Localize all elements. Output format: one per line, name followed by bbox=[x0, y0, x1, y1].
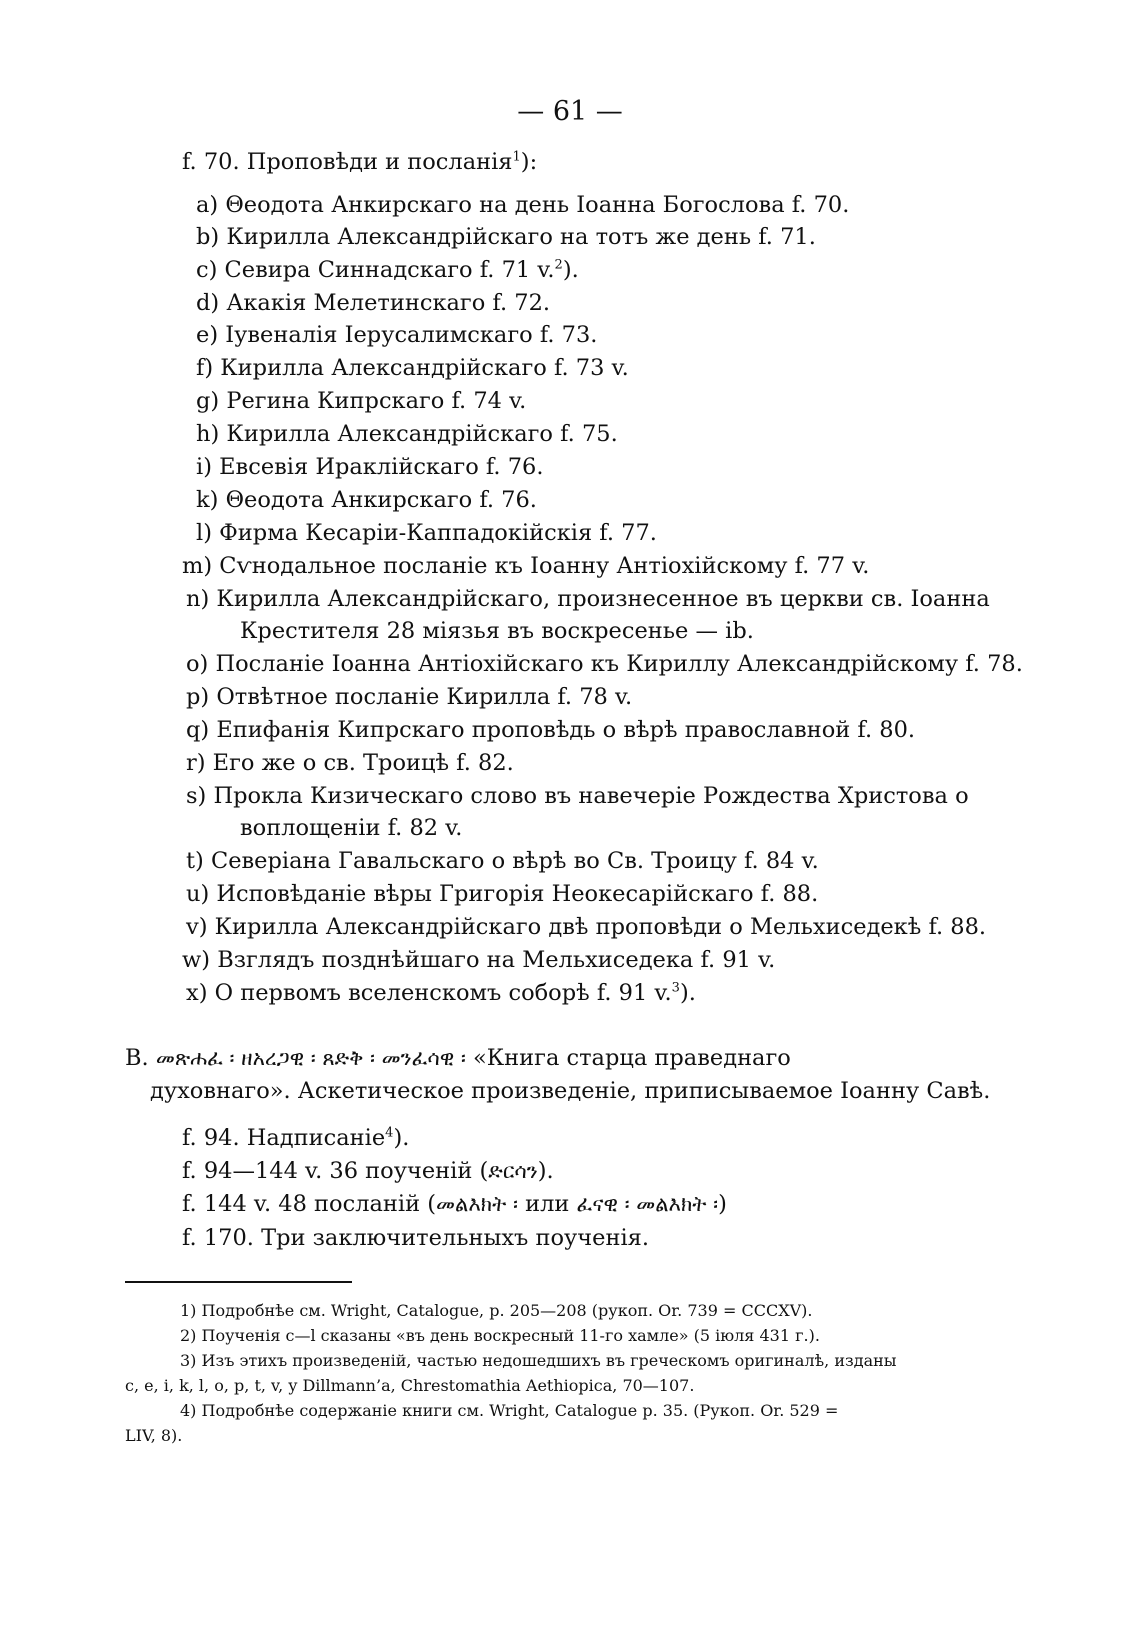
footnote-continuation: LIV, 8). bbox=[125, 1426, 183, 1445]
list-item: e) Іувеналія Іерусалимскаго f. 73. bbox=[196, 322, 598, 348]
section-b-label: B. bbox=[125, 1045, 149, 1071]
list-item: u) Исповѣданіе вѣры Григорія Неокесарійскаго f. 88. bbox=[186, 881, 819, 907]
list-item-tail: ). bbox=[679, 980, 696, 1006]
line-text: или bbox=[517, 1191, 577, 1217]
section-b-line: f. 170. Три заключительныхъ поученія. bbox=[182, 1225, 650, 1251]
ethiopic-word: መልእክት ፡ bbox=[436, 1192, 518, 1216]
section-b-line bbox=[182, 1156, 554, 1186]
list-item bbox=[186, 978, 696, 1008]
list-item: o) Посланіе Іоанна Антіохійскаго къ Кириллу Александрійскому f. 78. bbox=[186, 651, 1023, 677]
list-item: q) Епифанія Кипрскаго проповѣдь о вѣрѣ православной f. 80. bbox=[186, 717, 916, 743]
section-b-line bbox=[182, 1189, 727, 1219]
list-item: d) Акакія Мелетинскаго f. 72. bbox=[196, 290, 551, 316]
list-item-continuation: воплощеніи f. 82 v. bbox=[240, 815, 463, 841]
list-item: m) Сѵнодальное посланіе къ Іоанну Антіохійскому f. 77 v. bbox=[182, 553, 870, 579]
footnote-ref-1: 1 bbox=[512, 149, 521, 165]
footnote-ref-4: 4 bbox=[385, 1125, 394, 1141]
line-text: f. 94. Надписаніе bbox=[182, 1125, 386, 1151]
footnote: 2) Поученія c—l сказаны «въ день воскресный 11-го хамле» (5 іюля 431 г.). bbox=[180, 1326, 820, 1345]
footnote-continuation: c, e, i, k, l, o, p, t, v, y Dillmann’a, Chrestomathia Aethiopica, 70—107. bbox=[125, 1376, 695, 1395]
list-item: a) Θеодота Анкирскаго на день Іоанна Богослова f. 70. bbox=[196, 192, 850, 218]
list-item: t) Северіана Гавальскаго о вѣрѣ во Св. Троицу f. 84 v. bbox=[186, 848, 819, 874]
section-b-subtitle: духовнаго». Аскетическое произведеніе, приписываемое Іоанну Савѣ. bbox=[150, 1078, 991, 1104]
page-number: — 61 — bbox=[517, 96, 623, 127]
line-tail: ). bbox=[537, 1158, 554, 1184]
footnote-ref-2: 2 bbox=[554, 257, 563, 273]
list-item-text: c) Севира Синнадскаго f. 71 v. bbox=[196, 257, 555, 283]
list-item: f) Кирилла Александрійскаго f. 73 v. bbox=[196, 355, 629, 381]
line-text: f. 144 v. 48 посланій ( bbox=[182, 1191, 437, 1217]
list-item bbox=[196, 255, 579, 285]
list-item: h) Кирилла Александрійскаго f. 75. bbox=[196, 421, 618, 447]
section-b-title bbox=[125, 1043, 791, 1073]
list-item: s) Прокла Кизическаго слово въ навечеріе Рождества Христова о bbox=[186, 783, 969, 809]
list-item: i) Евсевія Ираклійскаго f. 76. bbox=[196, 454, 544, 480]
list-item-text: x) О первомъ вселенскомъ соборѣ f. 91 v. bbox=[186, 980, 672, 1006]
line-text: f. 94—144 v. 36 поученій ( bbox=[182, 1158, 489, 1184]
heading-tail: ): bbox=[520, 149, 538, 175]
footnote: 3) Изъ этихъ произведеній, частью недошедшихъ въ греческомъ оригиналѣ, изданы bbox=[180, 1351, 897, 1370]
list-item: r) Его же о св. Троицѣ f. 82. bbox=[186, 750, 514, 776]
list-item: n) Кирилла Александрійскаго, произнесенное въ церкви св. Іоанна bbox=[186, 586, 990, 612]
ethiopic-word: ድርሳን bbox=[488, 1159, 538, 1183]
footnote: 4) Подробнѣе содержаніе книги см. Wright, Catalogue p. 35. (Рукоп. Or. 529 = bbox=[180, 1401, 839, 1420]
list-item: l) Фирма Кесаріи-Каппадокійскія f. 77. bbox=[196, 520, 657, 546]
ethiopic-title: መጽሐፈ ፡ ዘአረጋዊ ፡ ጸድቅ ፡ መንፈሳዊ ፡ bbox=[155, 1046, 466, 1070]
line-tail: ). bbox=[393, 1125, 410, 1151]
list-item-continuation: Крестителя 28 міязья въ воскресенье — ib. bbox=[240, 618, 754, 644]
list-item: k) Θеодота Анкирскаго f. 76. bbox=[196, 487, 537, 513]
footnote-divider bbox=[125, 1281, 352, 1283]
list-item: g) Регина Кипрскаго f. 74 v. bbox=[196, 388, 527, 414]
section-b-line bbox=[182, 1123, 409, 1153]
section-heading bbox=[182, 147, 537, 177]
list-item: v) Кирилла Александрійскаго двѣ проповѣди о Мельхиседекѣ f. 88. bbox=[186, 914, 987, 940]
list-item-tail: ). bbox=[562, 257, 579, 283]
list-item: b) Кирилла Александрійскаго на тотъ же день f. 71. bbox=[196, 224, 816, 250]
footnote: 1) Подробнѣе см. Wright, Catalogue, p. 205—208 (рукоп. Or. 739 = CCCXV). bbox=[180, 1301, 813, 1320]
heading-text: f. 70. Проповѣди и посланія bbox=[182, 149, 513, 175]
list-item: w) Взглядъ позднѣйшаго на Мельхиседека f. 91 v. bbox=[182, 947, 776, 973]
line-tail: ) bbox=[718, 1191, 727, 1217]
list-item: p) Отвѣтное посланіе Кирилла f. 78 v. bbox=[186, 684, 633, 710]
ethiopic-word: ፈናዊ ፡ መልእክት ፡ bbox=[576, 1192, 719, 1216]
footnote-ref-3: 3 bbox=[671, 980, 680, 996]
russian-title: «Книга старца праведнаго bbox=[472, 1045, 791, 1071]
